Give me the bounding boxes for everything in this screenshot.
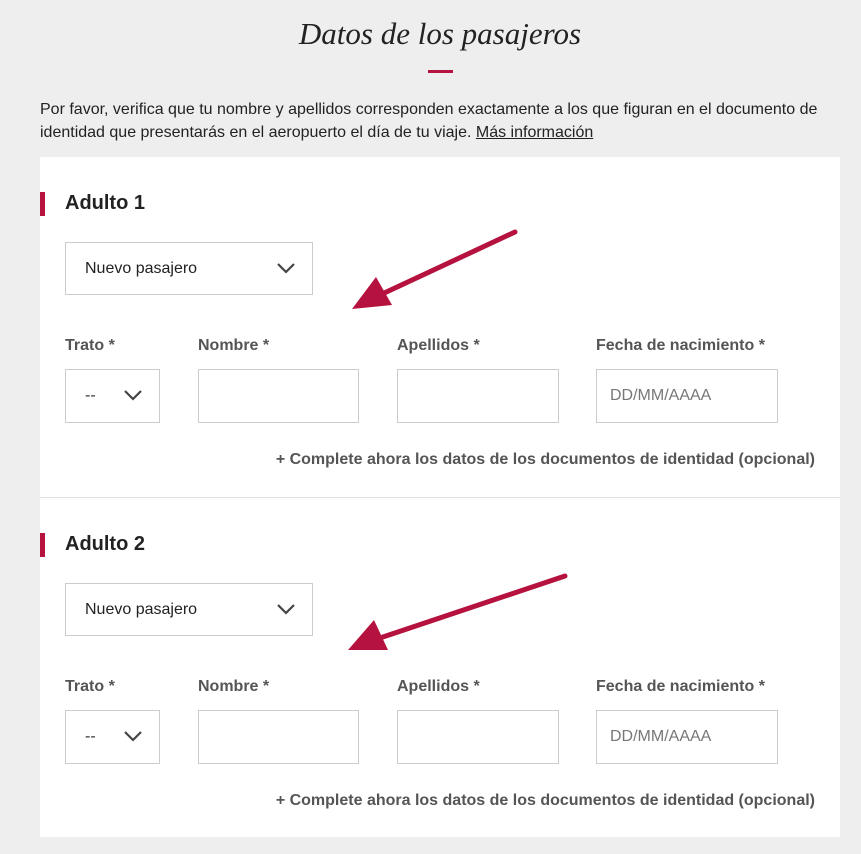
fecha-field[interactable] xyxy=(596,710,778,764)
chevron-down-icon xyxy=(276,261,296,275)
more-info-link[interactable]: Más información xyxy=(475,124,594,141)
fecha-input[interactable] xyxy=(597,711,777,763)
fecha-input[interactable] xyxy=(597,370,777,422)
nombre-input[interactable] xyxy=(199,711,358,763)
apellidos-input[interactable] xyxy=(398,370,558,422)
complete-documents-link[interactable]: + Complete ahora los datos de los documentos de identidad (opcional) xyxy=(275,792,815,809)
fecha-label: Fecha de nacimiento * xyxy=(596,337,765,354)
trato-select[interactable] xyxy=(65,710,160,764)
apellidos-label: Apellidos * xyxy=(397,337,480,354)
apellidos-label: Apellidos * xyxy=(397,678,480,695)
heading-accent-bar xyxy=(40,192,45,216)
fecha-label: Fecha de nacimiento * xyxy=(596,678,765,695)
passenger-section-adult-1 xyxy=(40,157,840,497)
intro-text xyxy=(40,98,850,144)
trato-label: Trato * xyxy=(65,337,115,354)
trato-value: -- xyxy=(85,387,96,404)
passenger-selector-value: Nuevo pasajero xyxy=(85,260,198,277)
page-title: Datos de los pasajeros xyxy=(298,16,582,51)
passenger-selector[interactable] xyxy=(65,583,313,636)
chevron-down-icon xyxy=(276,602,296,616)
passengers-card xyxy=(40,157,840,837)
intro-message: Por favor, verifica que tu nombre y apellidos corresponden exactamente a los que figuran en el documento de identidad que presentarás en el aeropuerto el día de tu viaje. xyxy=(40,101,818,141)
nombre-label: Nombre * xyxy=(198,678,270,695)
passenger-heading: Adulto 1 xyxy=(65,192,145,214)
passenger-selector[interactable] xyxy=(65,242,313,295)
chevron-down-icon xyxy=(123,388,143,402)
chevron-down-icon xyxy=(123,729,143,743)
apellidos-field[interactable] xyxy=(397,710,559,764)
annotation-arrow-icon xyxy=(340,558,580,668)
trato-value: -- xyxy=(85,728,96,745)
trato-label: Trato * xyxy=(65,678,115,695)
passenger-section-adult-2 xyxy=(40,498,840,837)
passenger-selector-value: Nuevo pasajero xyxy=(85,601,198,618)
heading-accent-bar xyxy=(40,533,45,557)
nombre-label: Nombre * xyxy=(198,337,270,354)
nombre-field[interactable] xyxy=(198,369,359,423)
title-underline xyxy=(428,70,453,73)
apellidos-input[interactable] xyxy=(398,711,558,763)
nombre-input[interactable] xyxy=(199,370,358,422)
annotation-arrow-icon xyxy=(340,217,540,327)
complete-documents-link[interactable]: + Complete ahora los datos de los documentos de identidad (opcional) xyxy=(275,451,815,468)
fecha-field[interactable] xyxy=(596,369,778,423)
trato-select[interactable] xyxy=(65,369,160,423)
nombre-field[interactable] xyxy=(198,710,359,764)
apellidos-field[interactable] xyxy=(397,369,559,423)
passenger-heading: Adulto 2 xyxy=(65,533,145,555)
